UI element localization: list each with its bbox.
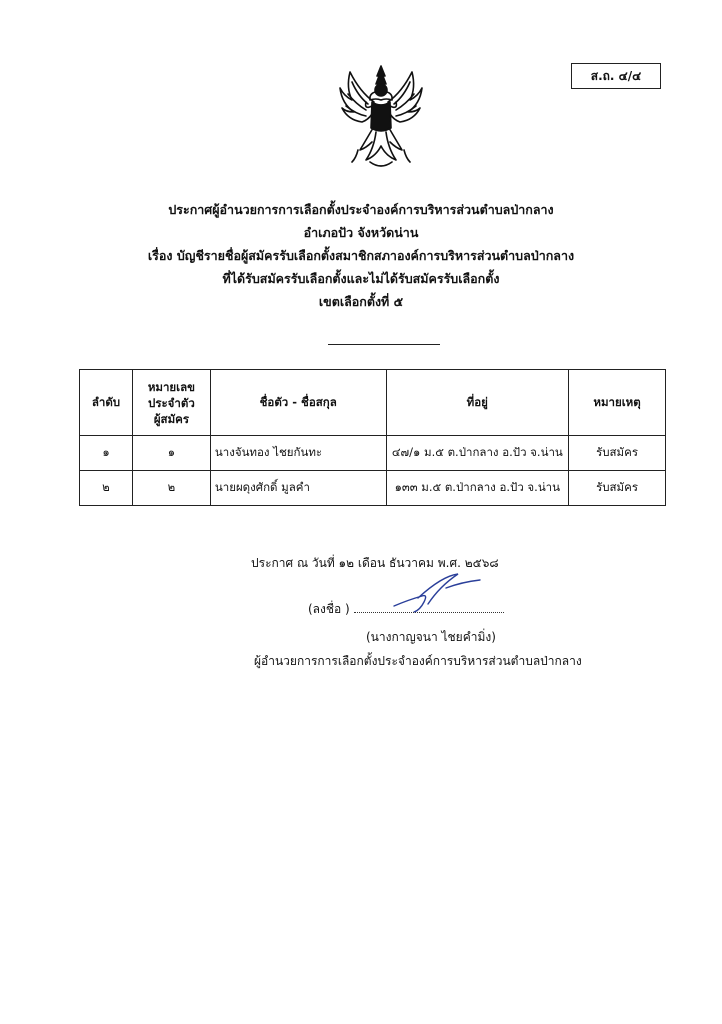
header-candidate-number bbox=[132, 370, 210, 436]
cell-order: ๒ bbox=[80, 471, 133, 506]
announcement-header bbox=[0, 198, 722, 313]
header-number-line-2: ประจำตัว bbox=[148, 395, 195, 410]
header-line-1: ประกาศผู้อำนวยการการเลือกตั้งประจำองค์การบริหารส่วนตำบลป่ากลาง bbox=[168, 202, 554, 217]
table-row bbox=[80, 471, 666, 506]
cell-order: ๑ bbox=[80, 436, 133, 471]
garuda-emblem-icon bbox=[336, 62, 426, 174]
signature-row bbox=[308, 600, 504, 619]
signer-name: (นางกาญจนา ไชยคำมิ่ง) bbox=[366, 630, 496, 644]
header-address: ที่อยู่ bbox=[386, 370, 569, 436]
header-line-4: ที่ได้รับสมัครรับเลือกตั้งและไม่ได้รับสมัครรับเลือกตั้ง bbox=[222, 271, 500, 286]
cell-number: ๑ bbox=[132, 436, 210, 471]
header-line-3: เรื่อง บัญชีรายชื่อผู้สมัครรับเลือกตั้งสมาชิกสภาองค์การบริหารส่วนตำบลป่ากลาง bbox=[147, 248, 575, 263]
header-divider bbox=[328, 344, 440, 345]
header-remark: หมายเหตุ bbox=[569, 370, 666, 436]
header-order: ลำดับ bbox=[80, 370, 133, 436]
header-number-line-1: หมายเลข bbox=[147, 379, 196, 394]
cell-name: นางจันทอง ไชยกันทะ bbox=[210, 436, 386, 471]
signature-label: (ลงชื่อ ) bbox=[308, 602, 350, 616]
form-code-box bbox=[571, 63, 661, 89]
cell-remark: รับสมัคร bbox=[569, 471, 666, 506]
cell-number: ๒ bbox=[132, 471, 210, 506]
table-header-row bbox=[80, 370, 666, 436]
signer-position: ผู้อำนวยการการเลือกตั้งประจำองค์การบริหารส่วนตำบลป่ากลาง bbox=[254, 654, 582, 668]
table-row bbox=[80, 436, 666, 471]
candidate-table bbox=[79, 369, 666, 506]
header-line-2: อำเภอปัว จังหวัดน่าน bbox=[303, 225, 419, 240]
header-name: ชื่อตัว - ชื่อสกุล bbox=[210, 370, 386, 436]
form-code: ส.ถ. ๔/๔ bbox=[590, 68, 642, 83]
header-number-line-3: ผู้สมัคร bbox=[153, 411, 190, 426]
cell-name: นายผดุงศักดิ์ มูลคำ bbox=[210, 471, 386, 506]
header-line-5: เขตเลือกตั้งที่ ๕ bbox=[318, 294, 404, 309]
signature-line bbox=[354, 602, 504, 613]
cell-address: ๑๓๓ ม.๕ ต.ป่ากลาง อ.ปัว จ.น่าน bbox=[386, 471, 569, 506]
cell-address: ๔๗/๑ ม.๕ ต.ป่ากลาง อ.ปัว จ.น่าน bbox=[386, 436, 569, 471]
announcement-date: ประกาศ ณ วันที่ ๑๒ เดือน ธันวาคม พ.ศ. ๒๕๖๘ bbox=[251, 556, 499, 570]
cell-remark: รับสมัคร bbox=[569, 436, 666, 471]
